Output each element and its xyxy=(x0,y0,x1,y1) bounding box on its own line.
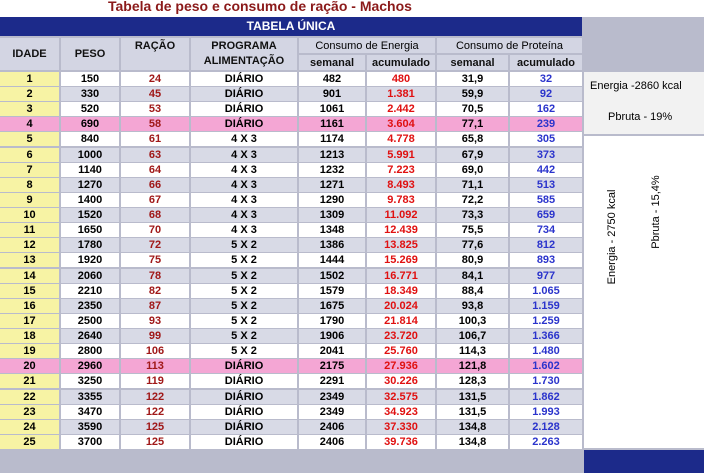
cell-peso: 1650 xyxy=(61,223,119,237)
cell-peso: 3355 xyxy=(61,390,119,404)
cell-idade: 25 xyxy=(0,435,59,449)
cell-pr-sem: 31,9 xyxy=(437,72,508,86)
cell-peso: 690 xyxy=(61,117,119,131)
cell-pr-sem: 121,8 xyxy=(437,359,508,373)
cell-en-acum: 27.936 xyxy=(367,359,435,373)
cell-idade: 3 xyxy=(0,102,59,116)
cell-en-sem: 2041 xyxy=(299,344,365,358)
header-energia: Consumo de Energia xyxy=(299,38,435,53)
cell-idade: 6 xyxy=(0,148,59,162)
cell-idade: 20 xyxy=(0,359,59,373)
cell-idade: 18 xyxy=(0,329,59,343)
cell-pr-acum: 659 xyxy=(510,208,582,222)
cell-idade: 9 xyxy=(0,193,59,207)
cell-racao: 67 xyxy=(121,193,189,207)
cell-programa: 5 X 2 xyxy=(191,344,297,358)
cell-peso: 1780 xyxy=(61,238,119,252)
cell-programa: 4 X 3 xyxy=(191,178,297,192)
cell-racao: 70 xyxy=(121,223,189,237)
side-upper-panel xyxy=(584,72,704,134)
cell-peso: 2800 xyxy=(61,344,119,358)
cell-racao: 61 xyxy=(121,132,189,146)
header-programa-line1: PROGRAMA xyxy=(211,40,277,52)
cell-en-acum: 37.330 xyxy=(367,420,435,434)
cell-idade: 7 xyxy=(0,163,59,177)
cell-idade: 4 xyxy=(0,117,59,131)
cell-idade: 11 xyxy=(0,223,59,237)
cell-en-sem: 901 xyxy=(299,87,365,101)
feed-table xyxy=(0,17,704,473)
cell-programa: 5 X 2 xyxy=(191,314,297,328)
cell-pr-acum: 513 xyxy=(510,178,582,192)
cell-programa: 5 X 2 xyxy=(191,329,297,343)
cell-en-acum: 23.720 xyxy=(367,329,435,343)
header-programa xyxy=(191,38,297,70)
cell-peso: 1520 xyxy=(61,208,119,222)
cell-en-acum: 20.024 xyxy=(367,299,435,313)
cell-idade: 17 xyxy=(0,314,59,328)
cell-en-acum: 15.269 xyxy=(367,253,435,267)
cell-programa: DIÁRIO xyxy=(191,374,297,388)
cell-pr-sem: 134,8 xyxy=(437,420,508,434)
cell-pr-sem: 88,4 xyxy=(437,284,508,298)
cell-peso: 1920 xyxy=(61,253,119,267)
cell-en-acum: 25.760 xyxy=(367,344,435,358)
header-energia-acumulado: acumulado xyxy=(367,55,435,70)
cell-idade: 5 xyxy=(0,132,59,146)
cell-en-acum: 11.092 xyxy=(367,208,435,222)
cell-racao: 122 xyxy=(121,390,189,404)
cell-en-sem: 2175 xyxy=(299,359,365,373)
cell-en-sem: 2291 xyxy=(299,374,365,388)
cell-programa: 5 X 2 xyxy=(191,299,297,313)
cell-en-sem: 1906 xyxy=(299,329,365,343)
cell-en-acum: 8.493 xyxy=(367,178,435,192)
side-footer-bar xyxy=(584,450,704,473)
cell-peso: 1140 xyxy=(61,163,119,177)
cell-peso: 2350 xyxy=(61,299,119,313)
header-programa-line2: ALIMENTAÇÃO xyxy=(203,55,285,67)
cell-pr-acum: 32 xyxy=(510,72,582,86)
side-lower-panel xyxy=(584,136,704,448)
cell-en-sem: 1290 xyxy=(299,193,365,207)
cell-pr-sem: 70,5 xyxy=(437,102,508,116)
cell-pr-acum: 1.065 xyxy=(510,284,582,298)
cell-peso: 3470 xyxy=(61,405,119,419)
cell-en-acum: 32.575 xyxy=(367,390,435,404)
cell-pr-sem: 59,9 xyxy=(437,87,508,101)
cell-racao: 58 xyxy=(121,117,189,131)
header-idade: IDADE xyxy=(0,38,59,70)
header-energia-semanal: semanal xyxy=(299,55,365,70)
side-upper-energy: Energia -2860 kcal xyxy=(590,80,682,92)
cell-racao: 87 xyxy=(121,299,189,313)
cell-peso: 3250 xyxy=(61,374,119,388)
cell-pr-acum: 1.602 xyxy=(510,359,582,373)
cell-pr-sem: 77,1 xyxy=(437,117,508,131)
cell-idade: 1 xyxy=(0,72,59,86)
cell-pr-acum: 305 xyxy=(510,132,582,146)
cell-en-acum: 16.771 xyxy=(367,269,435,283)
cell-en-sem: 1790 xyxy=(299,314,365,328)
cell-programa: DIÁRIO xyxy=(191,390,297,404)
side-upper-protein: Pbruta - 19% xyxy=(608,111,673,123)
cell-peso: 2060 xyxy=(61,269,119,283)
cell-racao: 72 xyxy=(121,238,189,252)
page-title: Tabela de peso e consumo de ração - Machos xyxy=(108,0,412,14)
cell-programa: DIÁRIO xyxy=(191,435,297,449)
cell-racao: 106 xyxy=(121,344,189,358)
cell-idade: 22 xyxy=(0,390,59,404)
cell-en-sem: 1061 xyxy=(299,102,365,116)
cell-idade: 24 xyxy=(0,420,59,434)
cell-peso: 840 xyxy=(61,132,119,146)
cell-racao: 75 xyxy=(121,253,189,267)
cell-pr-acum: 1.862 xyxy=(510,390,582,404)
cell-en-sem: 1348 xyxy=(299,223,365,237)
cell-idade: 10 xyxy=(0,208,59,222)
cell-pr-sem: 75,5 xyxy=(437,223,508,237)
cell-en-sem: 1675 xyxy=(299,299,365,313)
cell-peso: 3700 xyxy=(61,435,119,449)
cell-en-acum: 5.991 xyxy=(367,148,435,162)
cell-idade: 2 xyxy=(0,87,59,101)
cell-en-acum: 18.349 xyxy=(367,284,435,298)
cell-racao: 125 xyxy=(121,420,189,434)
cell-programa: 5 X 2 xyxy=(191,253,297,267)
cell-en-acum: 1.381 xyxy=(367,87,435,101)
cell-pr-sem: 80,9 xyxy=(437,253,508,267)
cell-programa: DIÁRIO xyxy=(191,87,297,101)
cell-peso: 330 xyxy=(61,87,119,101)
cell-idade: 14 xyxy=(0,269,59,283)
cell-en-acum: 9.783 xyxy=(367,193,435,207)
cell-en-acum: 12.439 xyxy=(367,223,435,237)
cell-pr-sem: 71,1 xyxy=(437,178,508,192)
cell-pr-acum: 2.128 xyxy=(510,420,582,434)
cell-peso: 520 xyxy=(61,102,119,116)
cell-programa: DIÁRIO xyxy=(191,359,297,373)
cell-racao: 119 xyxy=(121,374,189,388)
cell-peso: 3590 xyxy=(61,420,119,434)
cell-en-sem: 1502 xyxy=(299,269,365,283)
cell-en-acum: 34.923 xyxy=(367,405,435,419)
cell-racao: 68 xyxy=(121,208,189,222)
cell-pr-acum: 1.993 xyxy=(510,405,582,419)
cell-racao: 93 xyxy=(121,314,189,328)
cell-racao: 45 xyxy=(121,87,189,101)
cell-pr-acum: 2.263 xyxy=(510,435,582,449)
cell-programa: DIÁRIO xyxy=(191,117,297,131)
cell-idade: 16 xyxy=(0,299,59,313)
cell-en-acum: 30.226 xyxy=(367,374,435,388)
cell-programa: DIÁRIO xyxy=(191,102,297,116)
cell-en-acum: 13.825 xyxy=(367,238,435,252)
cell-pr-sem: 100,3 xyxy=(437,314,508,328)
cell-idade: 21 xyxy=(0,374,59,388)
cell-pr-sem: 131,5 xyxy=(437,390,508,404)
cell-pr-acum: 1.730 xyxy=(510,374,582,388)
cell-en-sem: 1213 xyxy=(299,148,365,162)
cell-pr-acum: 92 xyxy=(510,87,582,101)
cell-racao: 125 xyxy=(121,435,189,449)
cell-racao: 78 xyxy=(121,269,189,283)
cell-pr-acum: 239 xyxy=(510,117,582,131)
cell-en-sem: 1174 xyxy=(299,132,365,146)
cell-en-sem: 1161 xyxy=(299,117,365,131)
cell-pr-sem: 114,3 xyxy=(437,344,508,358)
cell-pr-acum: 977 xyxy=(510,269,582,283)
cell-programa: 5 X 2 xyxy=(191,284,297,298)
cell-peso: 1000 xyxy=(61,148,119,162)
cell-programa: 4 X 3 xyxy=(191,223,297,237)
cell-pr-acum: 812 xyxy=(510,238,582,252)
cell-en-acum: 3.604 xyxy=(367,117,435,131)
cell-racao: 122 xyxy=(121,405,189,419)
cell-en-acum: 4.778 xyxy=(367,132,435,146)
cell-idade: 13 xyxy=(0,253,59,267)
cell-en-acum: 39.736 xyxy=(367,435,435,449)
cell-programa: 4 X 3 xyxy=(191,132,297,146)
cell-idade: 12 xyxy=(0,238,59,252)
cell-peso: 1270 xyxy=(61,178,119,192)
cell-pr-sem: 134,8 xyxy=(437,435,508,449)
cell-pr-acum: 1.366 xyxy=(510,329,582,343)
header-peso: PESO xyxy=(61,38,119,70)
side-header-blank xyxy=(584,17,704,70)
cell-pr-acum: 1.159 xyxy=(510,299,582,313)
cell-pr-sem: 93,8 xyxy=(437,299,508,313)
cell-racao: 82 xyxy=(121,284,189,298)
cell-pr-sem: 106,7 xyxy=(437,329,508,343)
cell-en-sem: 482 xyxy=(299,72,365,86)
cell-pr-sem: 128,3 xyxy=(437,374,508,388)
cell-pr-acum: 442 xyxy=(510,163,582,177)
cell-en-sem: 2406 xyxy=(299,435,365,449)
cell-programa: 4 X 3 xyxy=(191,208,297,222)
cell-racao: 113 xyxy=(121,359,189,373)
table-title: TABELA ÚNICA xyxy=(0,17,582,36)
cell-en-acum: 2.442 xyxy=(367,102,435,116)
cell-racao: 64 xyxy=(121,163,189,177)
cell-programa: 4 X 3 xyxy=(191,148,297,162)
cell-programa: 5 X 2 xyxy=(191,238,297,252)
cell-en-sem: 1444 xyxy=(299,253,365,267)
cell-pr-acum: 893 xyxy=(510,253,582,267)
cell-en-sem: 2349 xyxy=(299,390,365,404)
cell-peso: 1400 xyxy=(61,193,119,207)
cell-pr-acum: 585 xyxy=(510,193,582,207)
cell-pr-sem: 72,2 xyxy=(437,193,508,207)
cell-peso: 2960 xyxy=(61,359,119,373)
cell-en-sem: 1232 xyxy=(299,163,365,177)
cell-en-acum: 7.223 xyxy=(367,163,435,177)
cell-en-sem: 1309 xyxy=(299,208,365,222)
side-lower-energy: Energia - 2750 kcal xyxy=(606,189,618,285)
header-proteina-semanal: semanal xyxy=(437,55,508,70)
cell-programa: DIÁRIO xyxy=(191,405,297,419)
header-proteina: Consumo de Proteína xyxy=(437,38,582,53)
cell-en-sem: 1386 xyxy=(299,238,365,252)
cell-pr-sem: 73,3 xyxy=(437,208,508,222)
cell-en-sem: 2349 xyxy=(299,405,365,419)
cell-programa: 5 X 2 xyxy=(191,269,297,283)
cell-peso: 2210 xyxy=(61,284,119,298)
cell-peso: 150 xyxy=(61,72,119,86)
cell-en-acum: 21.814 xyxy=(367,314,435,328)
cell-programa: DIÁRIO xyxy=(191,72,297,86)
cell-racao: 63 xyxy=(121,148,189,162)
cell-pr-acum: 1.259 xyxy=(510,314,582,328)
cell-programa: 4 X 3 xyxy=(191,163,297,177)
cell-pr-sem: 69,0 xyxy=(437,163,508,177)
cell-en-sem: 1271 xyxy=(299,178,365,192)
cell-idade: 23 xyxy=(0,405,59,419)
cell-pr-acum: 373 xyxy=(510,148,582,162)
cell-idade: 15 xyxy=(0,284,59,298)
cell-peso: 2640 xyxy=(61,329,119,343)
cell-en-acum: 480 xyxy=(367,72,435,86)
cell-racao: 66 xyxy=(121,178,189,192)
cell-idade: 19 xyxy=(0,344,59,358)
cell-racao: 24 xyxy=(121,72,189,86)
cell-en-sem: 1579 xyxy=(299,284,365,298)
cell-pr-sem: 77,6 xyxy=(437,238,508,252)
cell-programa: DIÁRIO xyxy=(191,420,297,434)
cell-racao: 99 xyxy=(121,329,189,343)
header-proteina-acumulado: acumulado xyxy=(510,55,582,70)
cell-pr-sem: 131,5 xyxy=(437,405,508,419)
cell-pr-sem: 84,1 xyxy=(437,269,508,283)
cell-pr-sem: 67,9 xyxy=(437,148,508,162)
cell-pr-acum: 162 xyxy=(510,102,582,116)
cell-racao: 53 xyxy=(121,102,189,116)
cell-idade: 8 xyxy=(0,178,59,192)
cell-programa: 4 X 3 xyxy=(191,193,297,207)
cell-peso: 2500 xyxy=(61,314,119,328)
side-lower-protein: Pbruta - 15,4% xyxy=(650,175,662,249)
cell-pr-acum: 1.480 xyxy=(510,344,582,358)
cell-en-sem: 2406 xyxy=(299,420,365,434)
cell-pr-sem: 65,8 xyxy=(437,132,508,146)
cell-pr-acum: 734 xyxy=(510,223,582,237)
header-racao: RAÇÃO xyxy=(121,38,189,70)
